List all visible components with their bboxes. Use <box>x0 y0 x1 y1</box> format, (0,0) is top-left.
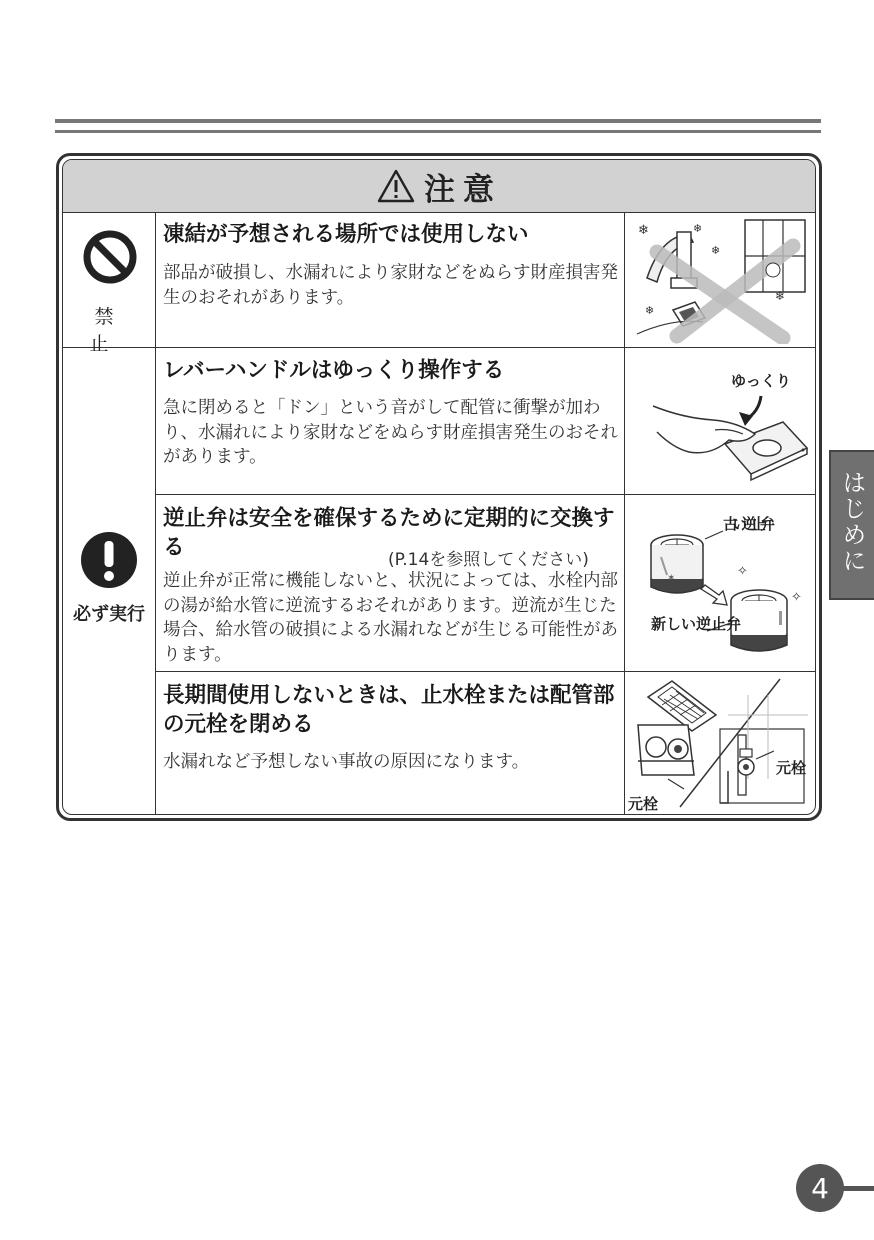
top-rule-thick <box>55 119 821 123</box>
old-valve-callout: 古い逆止弁 <box>723 515 775 533</box>
lever-handle-illustration <box>633 360 813 490</box>
divider-row-2 <box>155 494 815 495</box>
divider-row-3 <box>155 671 815 672</box>
row3-body: 逆止弁が正常に機能しないと、状況によっては、水栓内部の湯が給水管に逆流するおそれがあります。逆流が生じた場合、給水管の破損による水漏れなどが生じる可能性があります。 <box>163 571 618 665</box>
page-number: 4 <box>796 1164 844 1212</box>
slowly-callout: ゆっくり <box>731 372 791 390</box>
divider-col-2 <box>624 212 625 814</box>
svg-text:✧: ✧ <box>791 590 802 605</box>
row2-heading: レバーハンドルはゆっくり操作する <box>163 358 505 383</box>
row4-body: 水漏れなど予想しない事故の原因になります。 <box>163 752 530 772</box>
section-tab-label: はじめに <box>838 470 866 574</box>
row2-body: 急に閉めると「ドン」という音がして配管に衝撃が加わり、水漏れにより家財などをぬらす財産損害発生のおそれがあります。 <box>163 398 618 467</box>
top-rule-thin <box>55 130 821 133</box>
caution-box-inner <box>62 159 816 815</box>
svg-text:❄: ❄ <box>645 304 655 317</box>
svg-text:❄: ❄ <box>711 244 721 257</box>
row1-heading: 凍結が予想される場所では使用しない <box>163 222 529 247</box>
svg-text:❄: ❄ <box>775 289 786 303</box>
row3-heading: 逆止弁は安全を確保するために定期的に交換する <box>163 506 615 560</box>
mandatory-action-label: 必ず実行 <box>73 604 145 625</box>
row3-reference: (P.14を参照してください) <box>388 550 589 570</box>
new-valve-callout: 新しい逆止弁 <box>651 615 742 633</box>
page-number-line <box>840 1186 874 1191</box>
caution-header <box>63 160 815 213</box>
svg-text:❄: ❄ <box>693 222 703 235</box>
svg-text:✧: ✧ <box>737 564 748 579</box>
caution-box <box>56 153 822 821</box>
warning-triangle-icon <box>376 168 416 204</box>
divider-row-1 <box>63 347 815 348</box>
section-tab <box>829 450 874 600</box>
divider-col-1 <box>155 212 156 814</box>
main-valve-right-callout: 元栓 <box>776 759 807 777</box>
mandatory-action-icon <box>80 531 138 589</box>
prohibition-icon <box>82 229 138 285</box>
caution-title: 注意 <box>424 171 502 208</box>
svg-text:❄: ❄ <box>638 223 649 238</box>
row4-heading: 長期間使用しないときは、止水栓または配管部の元栓を閉める <box>163 683 615 737</box>
main-valve-left-callout: 元栓 <box>628 795 659 813</box>
prohibition-label: 禁止 <box>89 306 136 355</box>
freezing-illustration <box>633 218 813 344</box>
row1-body: 部品が破損し、水漏れにより家財などをぬらす財産損害発生のおそれがあります。 <box>163 263 618 308</box>
main-valve-illustration <box>628 675 816 815</box>
svg-text:✶: ✶ <box>667 573 676 584</box>
check-valve-illustration <box>633 505 813 670</box>
